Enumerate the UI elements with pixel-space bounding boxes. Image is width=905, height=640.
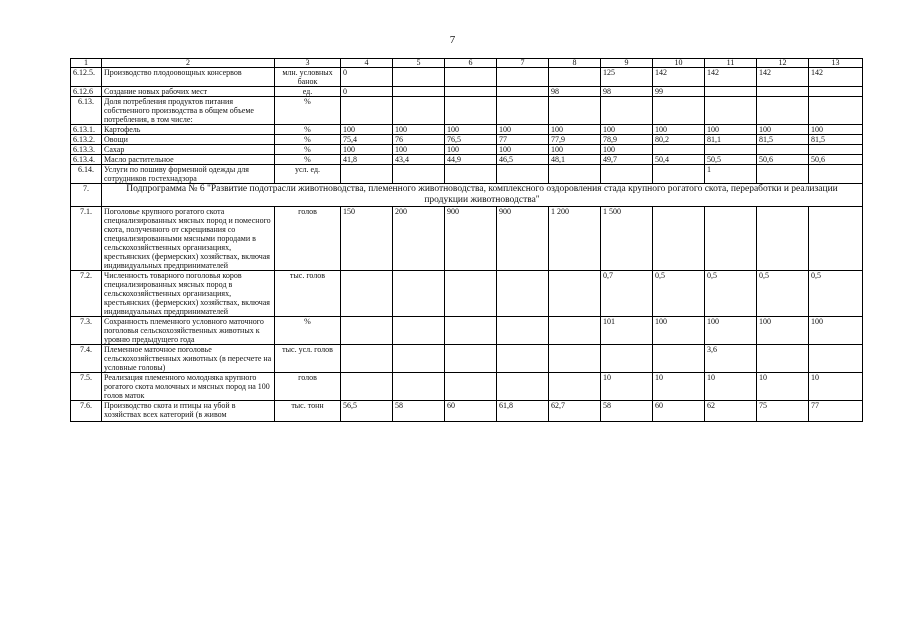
value-cell <box>549 68 601 87</box>
value-cell <box>341 373 393 401</box>
value-cell: 100 <box>809 125 863 135</box>
value-cell <box>341 165 393 184</box>
value-cell: 56,5 <box>341 401 393 422</box>
value-cell: 0 <box>341 87 393 97</box>
value-cell: 142 <box>757 68 809 87</box>
unit-cell: голов <box>275 207 341 271</box>
value-cell <box>601 97 653 125</box>
row-number: 6.13.3. <box>71 145 102 155</box>
value-cell: 100 <box>757 317 809 345</box>
value-cell <box>445 317 497 345</box>
value-cell: 58 <box>601 401 653 422</box>
value-cell <box>601 165 653 184</box>
value-cell: 77 <box>809 401 863 422</box>
value-cell: 200 <box>393 207 445 271</box>
row-number: 6.13.4. <box>71 155 102 165</box>
value-cell: 0,5 <box>757 271 809 317</box>
value-cell <box>549 345 601 373</box>
value-cell: 81,5 <box>809 135 863 145</box>
row-number: 7.4. <box>71 345 102 373</box>
value-cell: 60 <box>653 401 705 422</box>
col-header: 1 <box>71 59 102 68</box>
value-cell: 0,5 <box>653 271 705 317</box>
value-cell <box>757 207 809 271</box>
value-cell <box>497 97 549 125</box>
row-number: 6.14. <box>71 165 102 184</box>
value-cell <box>445 165 497 184</box>
indicator-name: Создание новых рабочих мест <box>102 87 275 97</box>
unit-cell: голов <box>275 373 341 401</box>
table-row <box>71 155 863 165</box>
value-cell <box>705 145 757 155</box>
unit-cell: млн. условных банок <box>275 68 341 87</box>
value-cell: 10 <box>757 373 809 401</box>
indicator-name: Численность товарного поголовья коров специализированных мясных пород в сельскохозяйственных организациях, крестьянских (фермерских) хозяйствах, включая индивидуальных предпринимателей <box>102 271 275 317</box>
value-cell <box>757 345 809 373</box>
value-cell <box>653 207 705 271</box>
value-cell: 1 500 <box>601 207 653 271</box>
value-cell: 1 <box>705 165 757 184</box>
value-cell: 58 <box>393 401 445 422</box>
table-row <box>71 373 863 401</box>
col-header: 5 <box>393 59 445 68</box>
value-cell: 0,7 <box>601 271 653 317</box>
value-cell: 100 <box>705 125 757 135</box>
value-cell: 80,2 <box>653 135 705 145</box>
value-cell: 50,6 <box>757 155 809 165</box>
value-cell: 46,5 <box>497 155 549 165</box>
value-cell <box>341 271 393 317</box>
value-cell: 98 <box>549 87 601 97</box>
value-cell: 77 <box>497 135 549 145</box>
value-cell: 100 <box>497 145 549 155</box>
col-header: 11 <box>705 59 757 68</box>
page-number: 7 <box>449 34 456 46</box>
value-cell: 150 <box>341 207 393 271</box>
indicators-table <box>70 58 863 422</box>
value-cell: 100 <box>393 125 445 135</box>
value-cell <box>393 165 445 184</box>
unit-cell: % <box>275 317 341 345</box>
col-header: 3 <box>275 59 341 68</box>
value-cell: 900 <box>445 207 497 271</box>
table-row <box>71 145 863 155</box>
value-cell <box>549 373 601 401</box>
value-cell <box>341 345 393 373</box>
value-cell <box>653 345 705 373</box>
value-cell: 100 <box>757 125 809 135</box>
table-row <box>71 165 863 184</box>
value-cell <box>341 317 393 345</box>
value-cell: 142 <box>653 68 705 87</box>
value-cell: 78,9 <box>601 135 653 145</box>
value-cell: 48,1 <box>549 155 601 165</box>
table-row <box>71 401 863 422</box>
value-cell: 0,5 <box>809 271 863 317</box>
value-cell: 75,4 <box>341 135 393 145</box>
unit-cell: тыс. тонн <box>275 401 341 422</box>
header-row <box>71 59 863 68</box>
value-cell: 142 <box>809 68 863 87</box>
value-cell: 101 <box>601 317 653 345</box>
value-cell: 76,5 <box>445 135 497 145</box>
value-cell <box>809 145 863 155</box>
indicator-name: Картофель <box>102 125 275 135</box>
value-cell <box>393 345 445 373</box>
value-cell <box>809 207 863 271</box>
value-cell: 0,5 <box>705 271 757 317</box>
indicator-name: Племенное маточное поголовье сельскохозяйственных животных (в пересчете на условные головы) <box>102 345 275 373</box>
value-cell: 100 <box>705 317 757 345</box>
value-cell <box>757 165 809 184</box>
value-cell: 62 <box>705 401 757 422</box>
value-cell: 100 <box>653 125 705 135</box>
value-cell: 99 <box>653 87 705 97</box>
value-cell <box>705 207 757 271</box>
value-cell: 900 <box>497 207 549 271</box>
value-cell <box>549 97 601 125</box>
value-cell <box>705 87 757 97</box>
value-cell <box>549 165 601 184</box>
value-cell <box>653 145 705 155</box>
value-cell: 75 <box>757 401 809 422</box>
unit-cell: ед. <box>275 87 341 97</box>
indicator-name: Производство скота и птицы на убой в хозяйствах всех категорий (в живом <box>102 401 275 422</box>
value-cell: 100 <box>341 125 393 135</box>
table-row <box>71 271 863 317</box>
row-number: 7. <box>71 184 102 207</box>
value-cell <box>809 345 863 373</box>
value-cell <box>549 317 601 345</box>
value-cell <box>653 165 705 184</box>
value-cell: 77,9 <box>549 135 601 145</box>
value-cell: 60 <box>445 401 497 422</box>
value-cell: 10 <box>601 373 653 401</box>
table-row <box>71 317 863 345</box>
indicator-name: Сахар <box>102 145 275 155</box>
value-cell: 100 <box>809 317 863 345</box>
col-header: 6 <box>445 59 497 68</box>
indicator-name: Сохранность племенного условного маточного поголовья сельскохозяйственных животных к уровню предыдущего года <box>102 317 275 345</box>
value-cell: 44,9 <box>445 155 497 165</box>
value-cell <box>809 87 863 97</box>
indicator-name: Поголовье крупного рогатого скота специализированных мясных пород и помесного скота, полученного от скрещивания со специализированными мясными породами в сельскохозяйственных организациях, крестьянских (фермерских) хозяйствах, включая индивидуальных предпринимателей <box>102 207 275 271</box>
value-cell <box>445 345 497 373</box>
value-cell: 61,8 <box>497 401 549 422</box>
value-cell <box>497 87 549 97</box>
row-number: 7.5. <box>71 373 102 401</box>
value-cell <box>497 345 549 373</box>
value-cell <box>601 345 653 373</box>
unit-cell: % <box>275 145 341 155</box>
value-cell: 3,6 <box>705 345 757 373</box>
value-cell <box>393 97 445 125</box>
unit-cell: % <box>275 135 341 145</box>
value-cell <box>653 97 705 125</box>
col-header: 8 <box>549 59 601 68</box>
value-cell: 41,8 <box>341 155 393 165</box>
value-cell: 100 <box>549 145 601 155</box>
value-cell: 98 <box>601 87 653 97</box>
value-cell: 10 <box>809 373 863 401</box>
row-number: 6.13.1. <box>71 125 102 135</box>
value-cell: 125 <box>601 68 653 87</box>
subprogram-row <box>71 184 863 207</box>
unit-cell: % <box>275 97 341 125</box>
table-row <box>71 345 863 373</box>
value-cell: 100 <box>445 145 497 155</box>
value-cell: 81,1 <box>705 135 757 145</box>
col-header: 2 <box>102 59 275 68</box>
indicator-name: Масло растительное <box>102 155 275 165</box>
table-row <box>71 207 863 271</box>
table-row <box>71 68 863 87</box>
col-header: 10 <box>653 59 705 68</box>
value-cell <box>549 271 601 317</box>
row-number: 6.12.5. <box>71 68 102 87</box>
value-cell <box>341 97 393 125</box>
value-cell: 100 <box>341 145 393 155</box>
row-number: 6.12.6 <box>71 87 102 97</box>
unit-cell: усл. ед. <box>275 165 341 184</box>
value-cell: 76 <box>393 135 445 145</box>
value-cell <box>497 165 549 184</box>
value-cell <box>445 271 497 317</box>
value-cell: 100 <box>549 125 601 135</box>
value-cell <box>497 68 549 87</box>
value-cell: 100 <box>445 125 497 135</box>
unit-cell: тыс. усл. голов <box>275 345 341 373</box>
row-number: 7.2. <box>71 271 102 317</box>
col-header: 9 <box>601 59 653 68</box>
value-cell <box>497 317 549 345</box>
value-cell: 50,6 <box>809 155 863 165</box>
indicator-name: Реализация племенного молодняка крупного рогатого скота молочных и мясных пород на 100 голов маток <box>102 373 275 401</box>
value-cell: 10 <box>705 373 757 401</box>
value-cell: 50,5 <box>705 155 757 165</box>
col-header: 12 <box>757 59 809 68</box>
value-cell <box>445 68 497 87</box>
value-cell <box>757 97 809 125</box>
value-cell <box>809 165 863 184</box>
value-cell <box>445 87 497 97</box>
value-cell: 100 <box>601 145 653 155</box>
value-cell: 49,7 <box>601 155 653 165</box>
table-row <box>71 125 863 135</box>
unit-cell: % <box>275 155 341 165</box>
row-number: 6.13.2. <box>71 135 102 145</box>
value-cell: 43,4 <box>393 155 445 165</box>
table-row <box>71 87 863 97</box>
value-cell: 0 <box>341 68 393 87</box>
row-number: 6.13. <box>71 97 102 125</box>
col-header: 13 <box>809 59 863 68</box>
indicator-name: Доля потребления продуктов питания собственного производства в общем объеме потребления, в том числе: <box>102 97 275 125</box>
value-cell <box>705 97 757 125</box>
table-row <box>71 97 863 125</box>
row-number: 7.6. <box>71 401 102 422</box>
value-cell <box>445 97 497 125</box>
col-header: 4 <box>341 59 393 68</box>
value-cell <box>497 271 549 317</box>
value-cell <box>497 373 549 401</box>
value-cell: 62,7 <box>549 401 601 422</box>
value-cell: 100 <box>497 125 549 135</box>
value-cell: 100 <box>601 125 653 135</box>
value-cell: 142 <box>705 68 757 87</box>
row-number: 7.1. <box>71 207 102 271</box>
value-cell: 1 200 <box>549 207 601 271</box>
row-number: 7.3. <box>71 317 102 345</box>
value-cell <box>393 317 445 345</box>
value-cell: 10 <box>653 373 705 401</box>
unit-cell: % <box>275 125 341 135</box>
subprogram-title: Подпрограмма № 6 "Развитие подотрасли животноводства, племенного животноводства, комплексного оздоровления стада крупного рогатого скота, переработки и реализации продукции животноводства" <box>102 184 863 207</box>
value-cell <box>393 87 445 97</box>
value-cell <box>757 145 809 155</box>
indicator-name: Овощи <box>102 135 275 145</box>
value-cell: 50,4 <box>653 155 705 165</box>
value-cell: 100 <box>393 145 445 155</box>
value-cell: 81,5 <box>757 135 809 145</box>
indicator-name: Услуги по пошиву форменной одежды для сотрудников гостехнадзора <box>102 165 275 184</box>
value-cell <box>393 271 445 317</box>
value-cell: 100 <box>653 317 705 345</box>
value-cell <box>809 97 863 125</box>
indicator-name: Производство плодоовощных консервов <box>102 68 275 87</box>
value-cell <box>393 373 445 401</box>
value-cell <box>757 87 809 97</box>
value-cell <box>445 373 497 401</box>
col-header: 7 <box>497 59 549 68</box>
value-cell <box>393 68 445 87</box>
unit-cell: тыс. голов <box>275 271 341 317</box>
table-row <box>71 135 863 145</box>
